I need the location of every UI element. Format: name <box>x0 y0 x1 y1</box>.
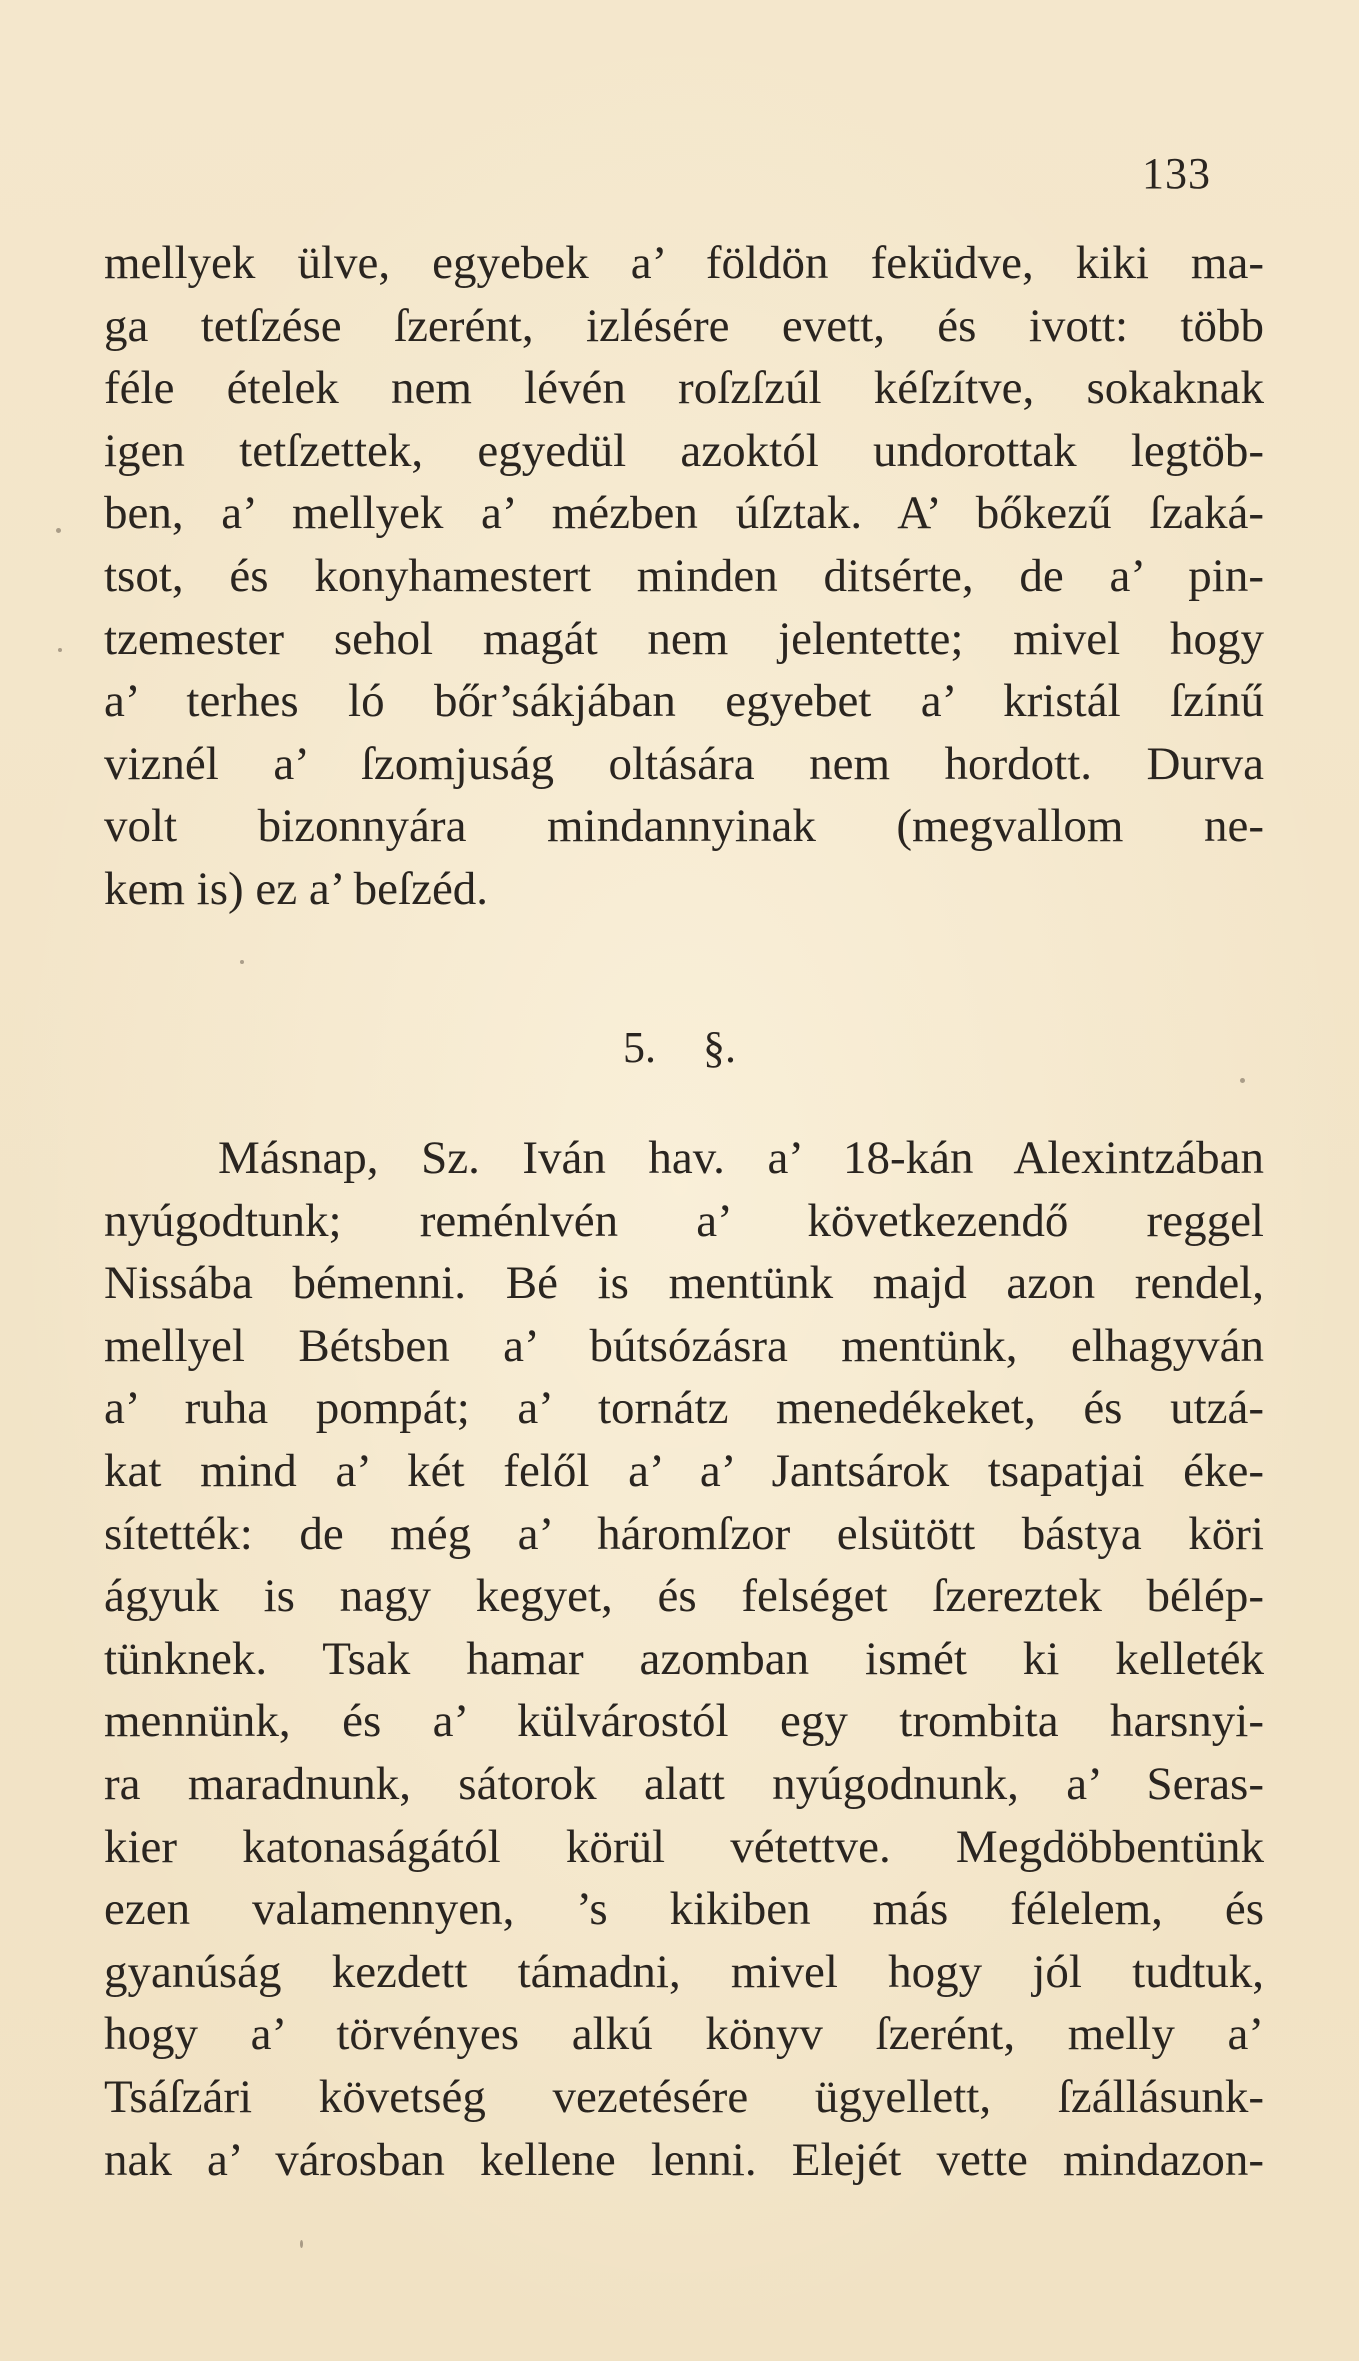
text-line: Másnap, Sz. Iván hav. a’ 18-kán Alexintzában <box>218 1132 1264 1184</box>
text-line: ra maradnunk, sátorok alatt nyúgodnunk, a’ Seras- <box>104 1757 1264 1810</box>
text-line: ágyuk is nagy kegyet, és felséget ſzereztek bélép- <box>104 1570 1264 1623</box>
text-line: tzemester sehol magát nem jelentette; mivel hogy <box>104 612 1264 665</box>
text-line: kem is) ez a’ beſzéd. <box>104 862 489 915</box>
text-line: kier katonaságától körül vétettve. Megdöbbentünk <box>104 1820 1264 1873</box>
section-number: 5. <box>623 1023 656 1072</box>
text-line: nak a’ városban kellene lenni. Elejét vette mindazon- <box>104 2133 1264 2186</box>
paper-speck <box>58 648 62 652</box>
text-line: ga tetſzése ſzerént, izlésére evett, és ivott: több <box>104 299 1264 352</box>
text-line: mennünk, és a’ külvárostól egy trombita harsnyi- <box>104 1695 1264 1748</box>
text-line: volt bizonnyára mindannyinak (megvallom ne- <box>104 800 1264 853</box>
paper-speck <box>56 528 61 533</box>
text-line: Nissába bémenni. Bé is mentünk majd azon rendel, <box>104 1257 1264 1310</box>
paragraph-section-5 <box>104 1127 1264 2191</box>
paper-speck <box>1240 1078 1245 1083</box>
paper-speck <box>240 960 244 964</box>
paragraph-continued <box>104 232 1264 921</box>
text-line: a’ ruha pompát; a’ tornátz menedékeket, és utzá- <box>104 1382 1264 1435</box>
text-line: kat mind a’ két felől a’ a’ Jantsárok tsapatjai éke- <box>104 1444 1264 1497</box>
paper-speck <box>300 2240 303 2248</box>
page-number: 133 <box>1142 149 1211 198</box>
text-line: sítették: de még a’ háromſzor elsütött bástya köri <box>104 1507 1264 1560</box>
text-line: gyanúság kezdett támadni, mivel hogy jól tudtuk, <box>104 1945 1264 1998</box>
text-line: igen tetſzettek, egyedül azoktól undorottak legtöb- <box>104 424 1264 477</box>
text-line: hogy a’ törvényes alkú könyv ſzerént, melly a’ <box>104 2008 1264 2061</box>
section-heading <box>0 1022 1359 1073</box>
text-line: mellyel Bétsben a’ bútsózásra mentünk, elhagyván <box>104 1319 1264 1372</box>
section-sign: §. <box>703 1023 736 1072</box>
text-line: tsot, és konyhamestert minden ditsérte, de a’ pin- <box>104 549 1264 602</box>
text-line: viznél a’ ſzomjuság oltására nem hordott. Durva <box>104 737 1264 790</box>
text-line: tünknek. Tsak hamar azomban ismét ki kelleték <box>104 1632 1264 1685</box>
text-line: nyúgodtunk; reménlvén a’ következendő reggel <box>104 1194 1264 1247</box>
text-line: ezen valamennyen, ’s kikiben más félelem, és <box>104 1883 1264 1936</box>
text-line: ben, a’ mellyek a’ mézben úſztak. A’ bőkezű ſzaká- <box>104 487 1264 540</box>
text-line: féle ételek nem lévén roſzſzúl kéſzítve, sokaknak <box>104 362 1264 415</box>
text-line: Tsáſzári követség vezetésére ügyellett, ſzállásunk- <box>104 2070 1264 2123</box>
text-line: mellyek ülve, egyebek a’ földön feküdve, kiki ma- <box>104 237 1264 289</box>
text-line: a’ terhes ló bőr’sákjában egyebet a’ kristál ſzínű <box>104 675 1264 728</box>
